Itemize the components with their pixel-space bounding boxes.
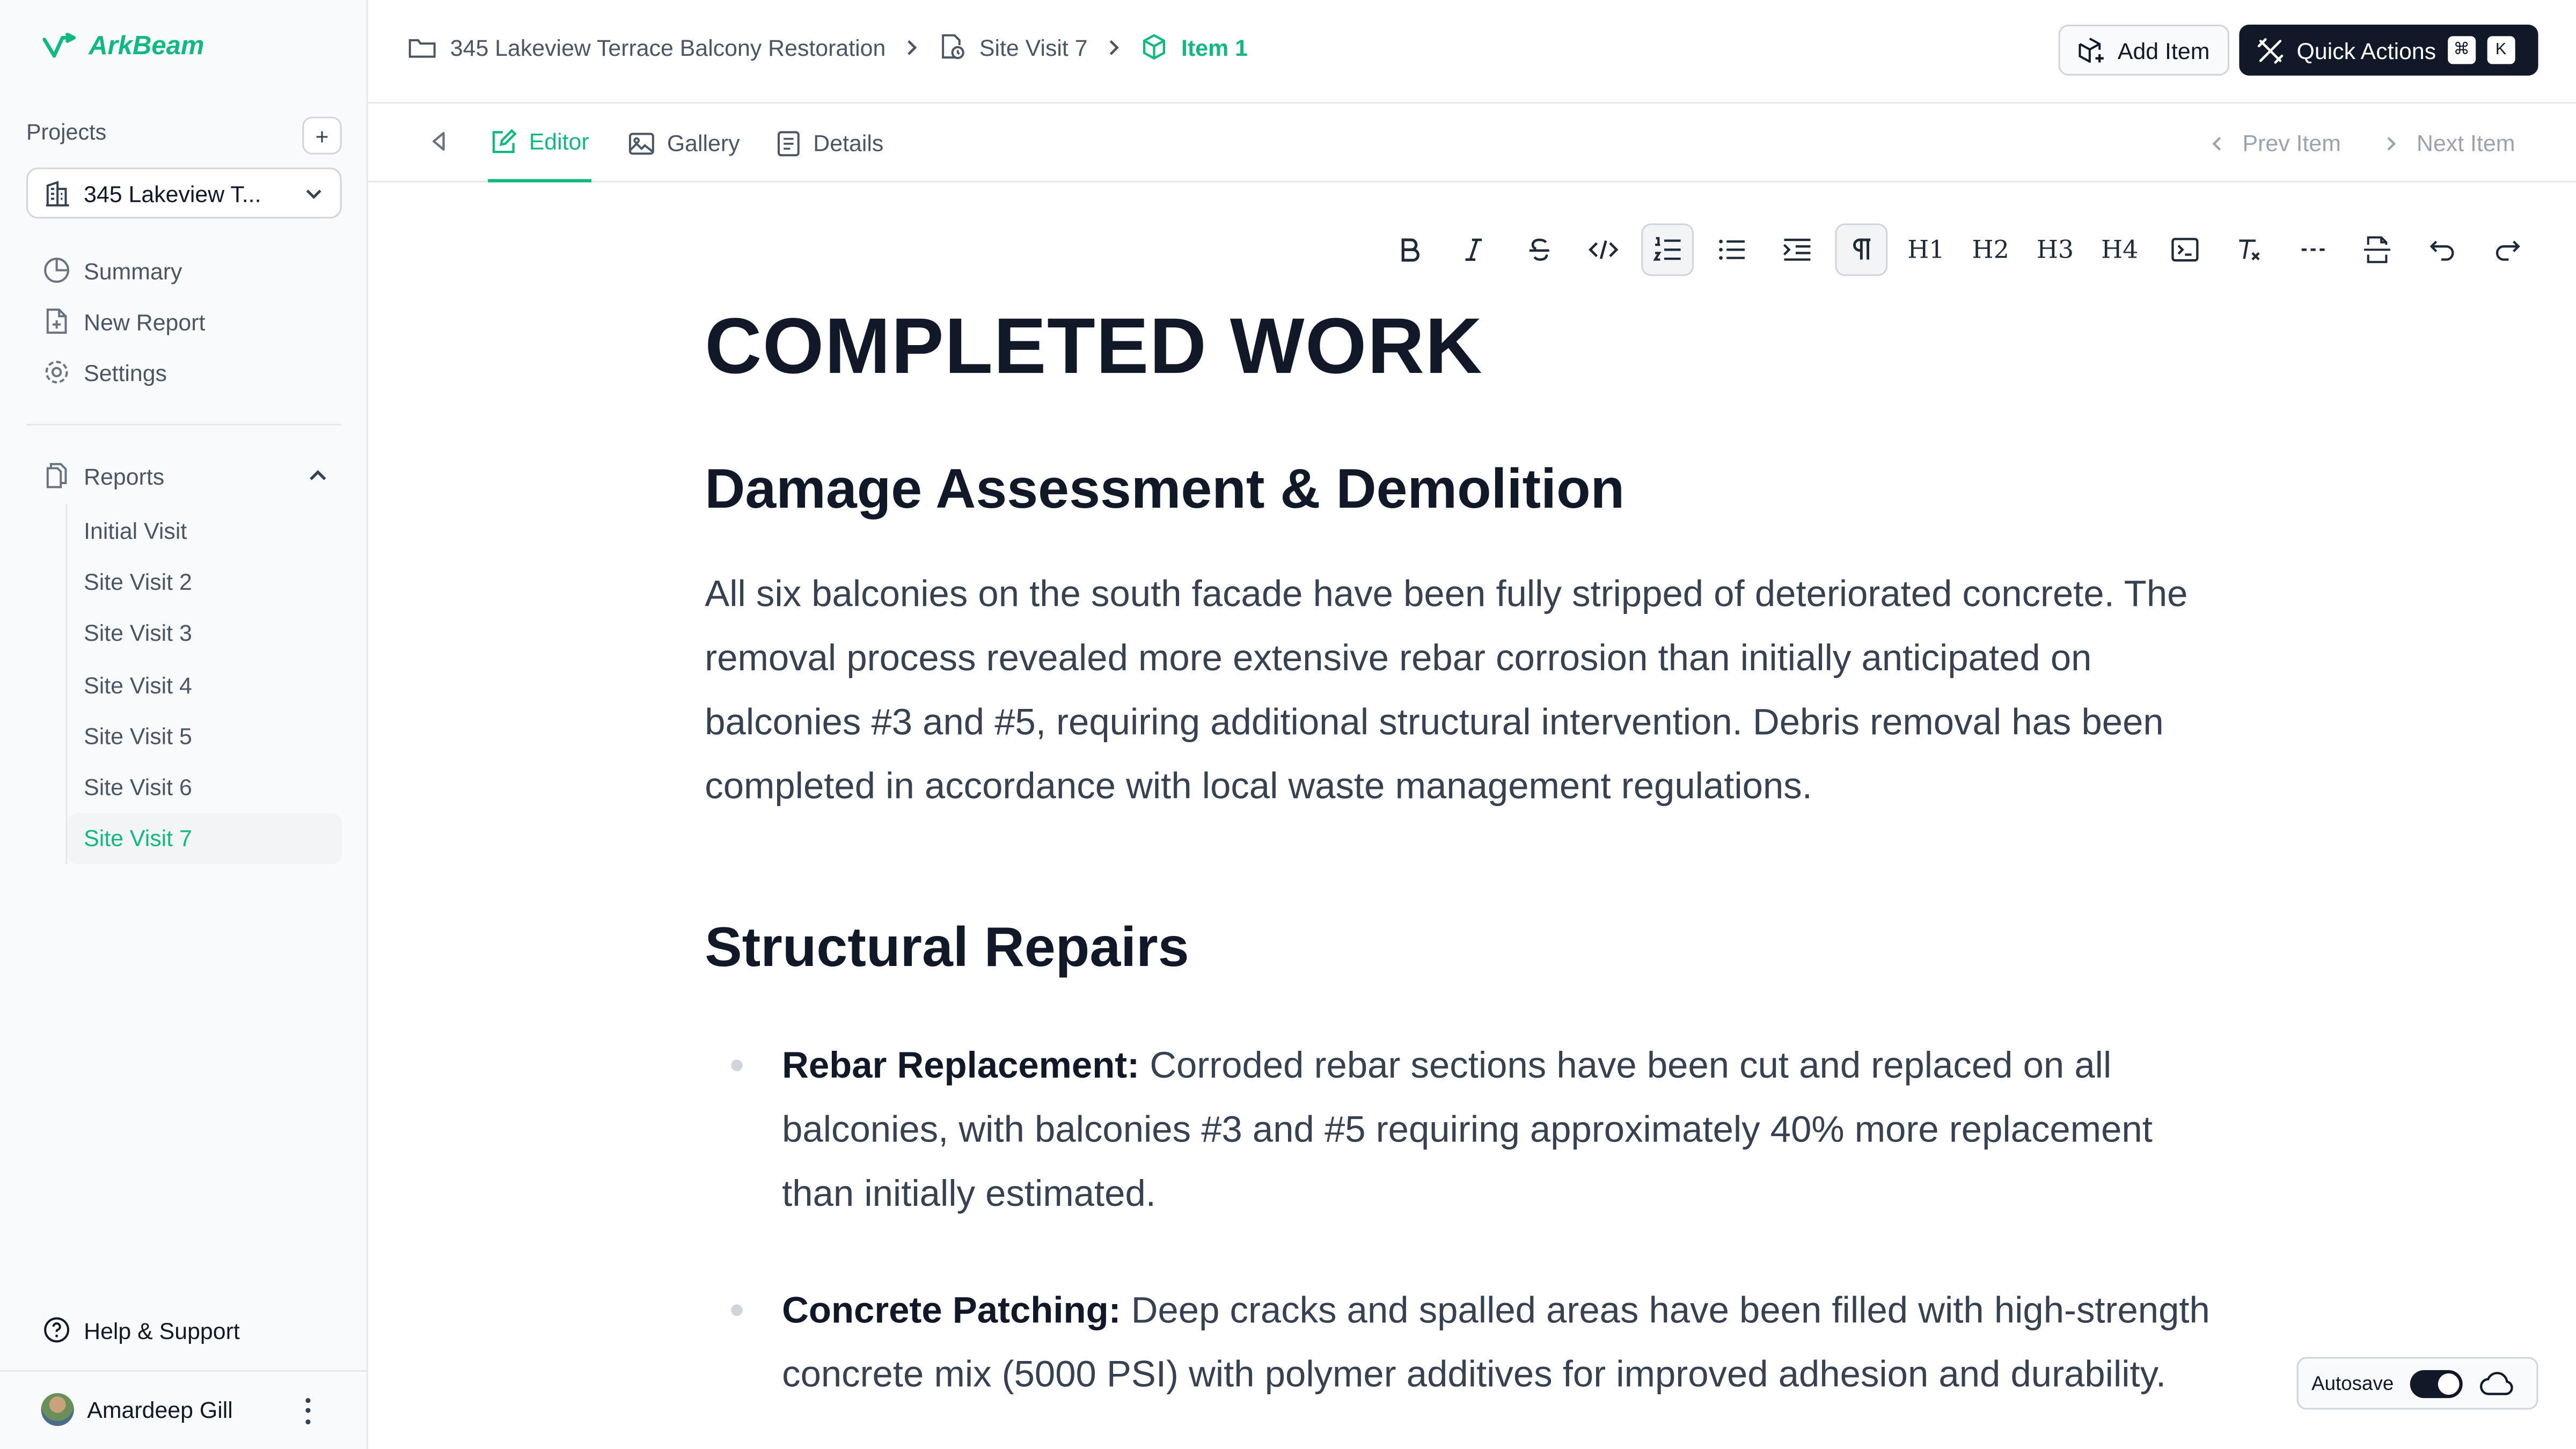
list-item-label: Rebar Replacement: bbox=[782, 1044, 1140, 1086]
reports-label: Reports bbox=[84, 462, 165, 489]
report-item-site-visit-2[interactable]: Site Visit 2 bbox=[84, 568, 192, 595]
paragraph-icon bbox=[1850, 237, 1873, 263]
tab-label: Gallery bbox=[667, 129, 740, 156]
strikethrough-icon bbox=[1526, 237, 1552, 263]
report-item-site-visit-7[interactable]: Site Visit 7 bbox=[68, 813, 342, 865]
project-select-value: 345 Lakeview T... bbox=[84, 180, 261, 207]
italic-icon bbox=[1462, 237, 1485, 263]
clear-format-icon bbox=[2234, 237, 2264, 263]
bold-button[interactable] bbox=[1384, 223, 1436, 276]
edit-icon bbox=[489, 127, 517, 155]
breadcrumb-site-visit[interactable]: Site Visit 7 bbox=[979, 33, 1088, 60]
heading-2-button[interactable]: H2 bbox=[1972, 235, 2009, 265]
section-heading-structural: Structural Repairs bbox=[705, 917, 1189, 979]
reports-icon bbox=[43, 462, 71, 489]
document-icon bbox=[775, 129, 802, 157]
breadcrumb-current-item: Item 1 bbox=[1181, 33, 1248, 60]
list-item-label: Concrete Patching: bbox=[782, 1290, 1121, 1331]
italic-button[interactable] bbox=[1448, 223, 1501, 276]
tab-editor[interactable] bbox=[488, 104, 591, 182]
breadcrumb bbox=[407, 33, 1248, 61]
building-icon bbox=[45, 180, 71, 206]
document-editor[interactable] bbox=[705, 299, 2233, 1395]
report-item-site-visit-6[interactable]: Site Visit 6 bbox=[84, 774, 192, 801]
user-profile[interactable] bbox=[41, 1393, 233, 1426]
brand-logo[interactable] bbox=[41, 33, 204, 62]
report-item-site-visit-3[interactable]: Site Visit 3 bbox=[84, 619, 192, 646]
tab-details[interactable] bbox=[775, 104, 883, 182]
caret-left-icon bbox=[429, 130, 449, 153]
code-button[interactable] bbox=[1577, 223, 1629, 276]
help-label: Help & Support bbox=[84, 1316, 240, 1343]
sidebar-item-summary[interactable] bbox=[43, 257, 182, 284]
chevron-right-icon bbox=[1104, 37, 1124, 57]
pie-chart-icon bbox=[43, 257, 71, 284]
heading-4-button[interactable]: H4 bbox=[2101, 235, 2139, 265]
avatar bbox=[41, 1393, 74, 1426]
code-icon bbox=[1589, 238, 1618, 261]
page-break-button[interactable] bbox=[2352, 223, 2404, 276]
next-item-button[interactable] bbox=[2382, 130, 2515, 156]
ordered-list-button[interactable] bbox=[1642, 223, 1694, 276]
add-project-button[interactable]: + bbox=[302, 116, 341, 154]
page-break-icon bbox=[2363, 235, 2392, 265]
file-plus-icon bbox=[43, 307, 71, 335]
file-clock-icon bbox=[938, 33, 966, 61]
strikethrough-button[interactable] bbox=[1512, 223, 1565, 276]
user-menu-button[interactable] bbox=[296, 1395, 319, 1428]
clear-format-button[interactable] bbox=[2222, 223, 2275, 276]
bold-icon bbox=[1398, 237, 1421, 263]
horizontal-rule-icon bbox=[2300, 246, 2326, 253]
add-item-button[interactable] bbox=[2059, 25, 2229, 76]
list-item-body: Corroded rebar sections have been cut and replaced on all balconies, with balconies #3 and #5 requiring approximately 40% more replacement than initially estimated. bbox=[782, 1044, 2153, 1214]
collapse-sidebar-button[interactable] bbox=[429, 130, 449, 153]
kebab-dot-icon bbox=[305, 1419, 310, 1424]
tab-label: Editor bbox=[529, 128, 589, 155]
sidebar bbox=[0, 0, 368, 1449]
projects-label: Projects bbox=[26, 120, 107, 145]
bullet-list-icon bbox=[1717, 237, 1747, 263]
heading-1-button[interactable]: H1 bbox=[1907, 235, 1945, 265]
next-item-label: Next Item bbox=[2417, 129, 2515, 156]
undo-icon bbox=[2428, 238, 2457, 261]
document-title: COMPLETED WORK bbox=[705, 304, 1483, 391]
sidebar-item-label: Summary bbox=[84, 257, 182, 284]
autosave-toggle[interactable] bbox=[2410, 1370, 2463, 1397]
sidebar-item-settings[interactable] bbox=[43, 358, 167, 386]
heading-3-button[interactable]: H3 bbox=[2036, 235, 2074, 265]
bullet-list-button[interactable] bbox=[1706, 223, 1759, 276]
list-item-text bbox=[782, 1278, 2228, 1407]
chevron-down-icon bbox=[304, 183, 324, 203]
autosave-label: Autosave bbox=[2311, 1372, 2394, 1395]
cube-plus-icon bbox=[2076, 35, 2106, 65]
arkbeam-logo-icon bbox=[41, 33, 77, 62]
quick-actions-button[interactable] bbox=[2239, 25, 2538, 76]
folder-icon bbox=[407, 34, 437, 60]
gear-icon bbox=[43, 358, 71, 386]
tab-label: Details bbox=[813, 129, 884, 156]
user-name: Amardeep Gill bbox=[87, 1396, 233, 1423]
add-item-label: Add Item bbox=[2117, 36, 2210, 63]
cloud-icon bbox=[2479, 1370, 2515, 1396]
horizontal-rule-button[interactable] bbox=[2287, 223, 2340, 276]
code-block-button[interactable] bbox=[2158, 223, 2211, 276]
tabs-bar bbox=[368, 104, 2576, 182]
reports-section-toggle[interactable] bbox=[43, 462, 329, 489]
bullet-icon bbox=[731, 1059, 742, 1071]
bullet-icon bbox=[731, 1305, 742, 1316]
chevron-left-icon bbox=[2208, 134, 2226, 152]
image-icon bbox=[627, 129, 655, 157]
chevron-right-icon bbox=[902, 37, 922, 57]
chevron-right-icon bbox=[2382, 134, 2401, 152]
cube-icon bbox=[1140, 33, 1168, 61]
sidebar-item-label: Settings bbox=[84, 358, 167, 385]
indent-button[interactable] bbox=[1770, 223, 1823, 276]
chevron-up-icon bbox=[307, 465, 328, 486]
shortcut-cmd-key: ⌘ bbox=[2448, 36, 2476, 64]
kebab-dot-icon bbox=[305, 1398, 310, 1403]
sidebar-item-new-report[interactable] bbox=[43, 307, 206, 335]
user-divider bbox=[0, 1370, 367, 1372]
prev-item-label: Prev Item bbox=[2242, 129, 2341, 156]
report-item-initial-visit[interactable]: Initial Visit bbox=[84, 517, 187, 544]
section-heading-damage: Damage Assessment & Demolition bbox=[705, 458, 1625, 521]
project-select[interactable] bbox=[26, 167, 342, 218]
indent-icon bbox=[1782, 237, 1812, 263]
paragraph-button[interactable] bbox=[1835, 223, 1888, 276]
sidebar-item-label: New Report bbox=[84, 308, 206, 334]
brand-name: ArkBeam bbox=[89, 33, 204, 61]
list-item-text bbox=[782, 1033, 2228, 1225]
quick-actions-label: Quick Actions bbox=[2296, 36, 2436, 63]
shortcut-k-key: K bbox=[2487, 36, 2515, 64]
top-bar bbox=[368, 0, 2576, 104]
redo-button[interactable] bbox=[2481, 223, 2534, 276]
report-list bbox=[65, 504, 341, 865]
report-item-site-visit-4[interactable]: Site Visit 4 bbox=[84, 671, 192, 698]
terminal-icon bbox=[2170, 237, 2199, 263]
tab-gallery[interactable] bbox=[627, 104, 740, 182]
help-support-link[interactable] bbox=[43, 1316, 240, 1344]
autosave-panel bbox=[2297, 1357, 2538, 1410]
report-item-site-visit-5[interactable]: Site Visit 5 bbox=[84, 722, 192, 749]
editor-toolbar bbox=[1384, 223, 2534, 276]
undo-button[interactable] bbox=[2416, 223, 2469, 276]
prev-item-button[interactable] bbox=[2208, 130, 2341, 156]
kebab-dot-icon bbox=[305, 1409, 310, 1414]
sidebar-divider bbox=[26, 424, 342, 426]
ordered-list-icon bbox=[1653, 235, 1682, 265]
breadcrumb-project[interactable]: 345 Lakeview Terrace Balcony Restoration bbox=[450, 33, 886, 60]
redo-icon bbox=[2492, 238, 2522, 261]
help-circle-icon bbox=[43, 1316, 71, 1344]
tools-icon bbox=[2256, 35, 2285, 65]
list-item-body: Deep cracks and spalled areas have been filled with high-strength concrete mix (5000 PSI) with polymer additives for improved adhesion and durability. bbox=[782, 1290, 2210, 1395]
section-paragraph-damage: All six balconies on the south facade have been fully stripped of deteriorated concrete. The removal process revealed more extensive rebar corrosion than initially anticipated on balconies #3 and #5, requiring additional structural intervention. Debris removal has been completed in accordance with local waste management regulations. bbox=[705, 573, 2188, 807]
